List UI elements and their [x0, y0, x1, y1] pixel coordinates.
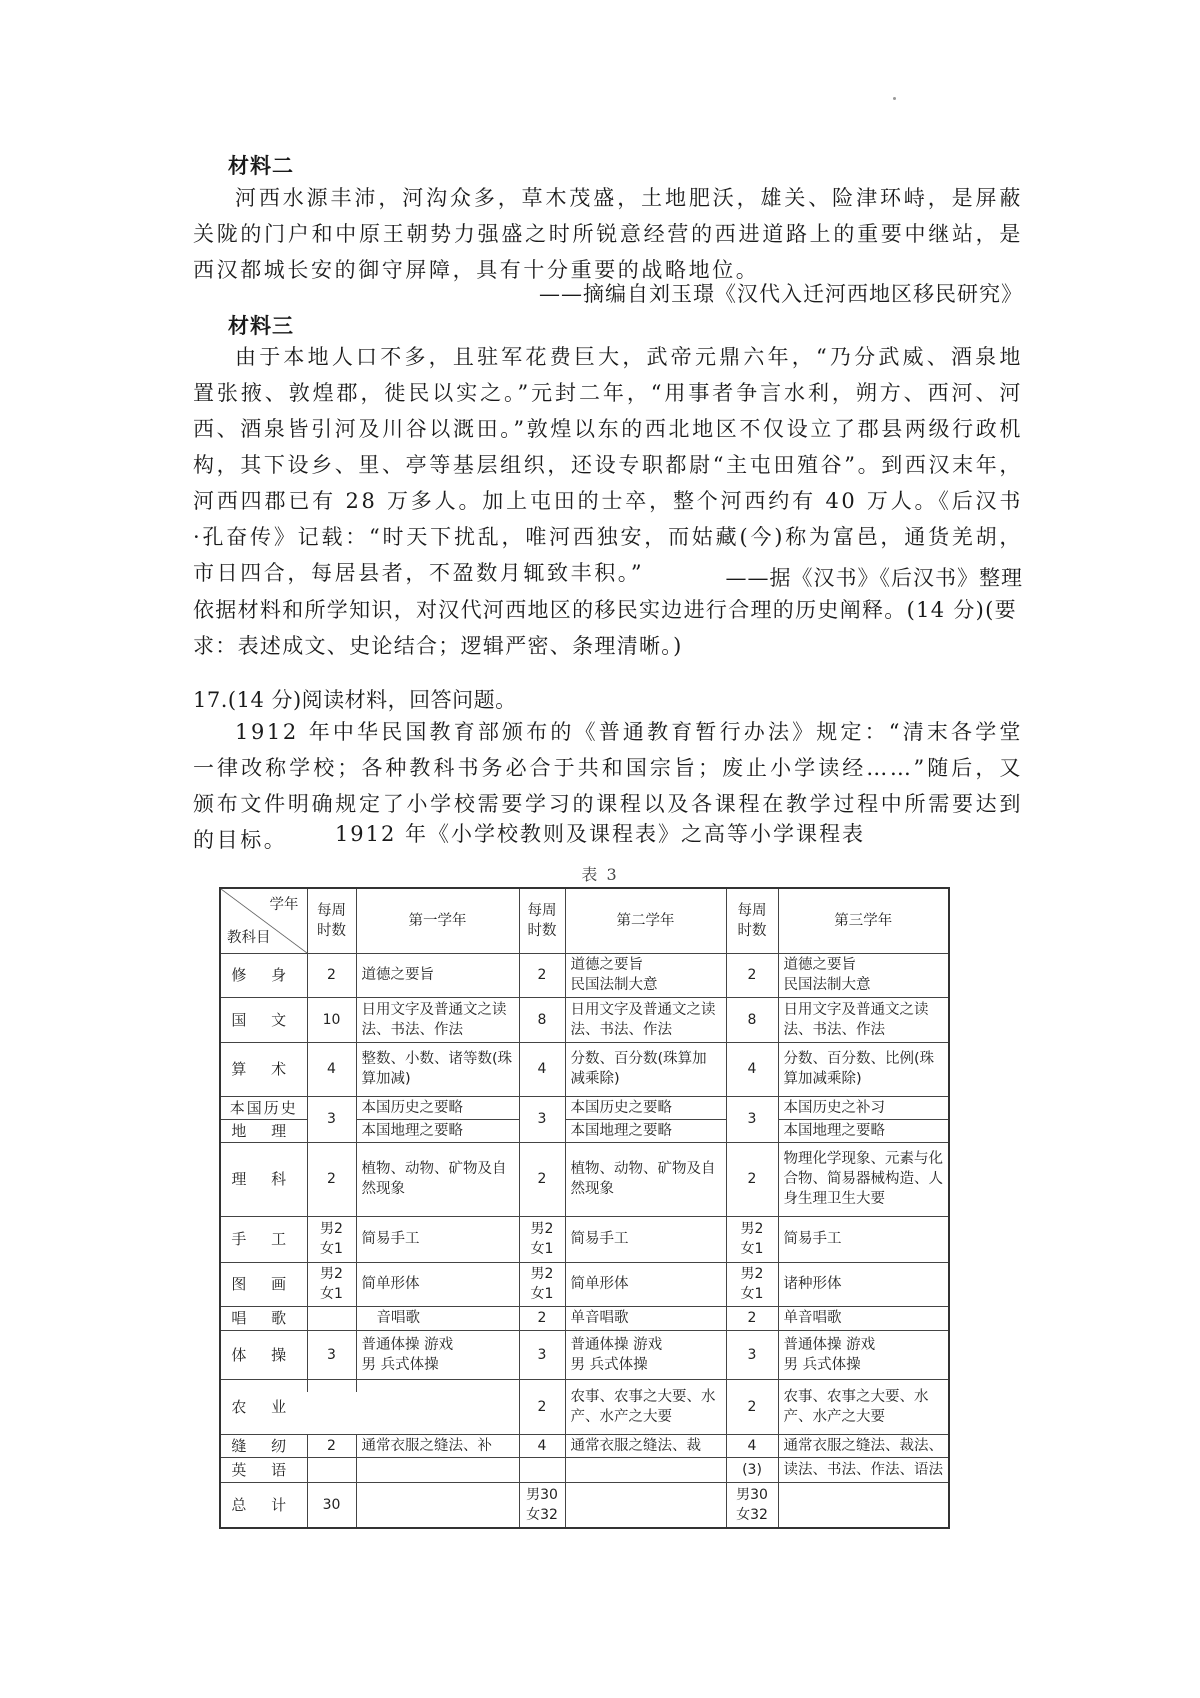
hours-cell: 2 — [519, 1306, 565, 1330]
hours-cell: 2 — [726, 1306, 778, 1330]
content-cell: 整数、小数、诸等数(珠算加减) — [356, 1042, 519, 1096]
course-table-container — [219, 887, 950, 1529]
content-cell: 农事、农事之大要、水产、水产之大要 — [778, 1379, 949, 1434]
content-cell: 物理化学现象、元素与化合物、简易器械构造、人身生理卫生大要 — [778, 1142, 949, 1216]
table-row — [220, 1142, 949, 1216]
content-cell: 道德之要旨 民国法制大意 — [565, 953, 726, 997]
content-cell: 农事、农事之大要、水产、水产之大要 — [565, 1379, 726, 1434]
hours-cell: 3 — [307, 1096, 356, 1142]
hours-cell: 2 — [519, 953, 565, 997]
content-cell — [565, 1482, 726, 1528]
header-year3: 第三学年 — [778, 888, 949, 953]
content-cell — [778, 1482, 949, 1528]
content-cell: 通常衣服之缝法、裁 — [565, 1434, 726, 1457]
question17-title: 17.(14 分)阅读材料，回答问题。 — [193, 688, 517, 712]
hours-cell: 2 — [726, 1142, 778, 1216]
table-header-row — [220, 888, 949, 953]
header-subject-label: 教科目 — [227, 929, 271, 946]
subject-cell: 算 术 — [220, 1042, 307, 1096]
hours-cell: 2 — [726, 1379, 778, 1434]
content-cell: 普通体操 游戏 男 兵式体操 — [356, 1330, 519, 1379]
content-cell: 普通体操 游戏 男 兵式体操 — [778, 1330, 949, 1379]
content-cell: 本国地理之要略 — [778, 1119, 949, 1142]
subject-cell: 体 操 — [220, 1330, 307, 1379]
subject-cell: 国 文 — [220, 997, 307, 1042]
subject-cell: 本国历史 — [220, 1096, 307, 1119]
content-cell — [356, 1482, 519, 1528]
material3-source: ——据《汉书》《后汉书》整理 — [725, 566, 1023, 590]
content-cell: 单音唱歌 — [778, 1306, 949, 1330]
content-cell: 日用文字及普通文之读法、书法、作法 — [778, 997, 949, 1042]
content-cell: 植物、动物、矿物及自然现象 — [565, 1142, 726, 1216]
content-cell: 简易手工 — [356, 1216, 519, 1262]
content-cell: 植物、动物、矿物及自然现象 — [356, 1142, 519, 1216]
content-cell — [356, 1457, 519, 1482]
content-cell: 读法、书法、作法、语法 — [778, 1457, 949, 1482]
table-row — [220, 997, 949, 1042]
hours-cell: 8 — [726, 997, 778, 1042]
content-cell: 道德之要旨 民国法制大意 — [778, 953, 949, 997]
question17-body: 1912 年中华民国教育部颁布的《普通教育暂行办法》规定：“清末各学堂一律改称学校；各种教科书务必合于共和国宗旨；废止小学读经……”随后，又颁布文件明确规定了小学校需要学习的课程以及各课程在教学过程中所需要达到的目标。 — [193, 720, 1023, 852]
table-row — [220, 1482, 949, 1528]
hours-cell: 3 — [519, 1096, 565, 1142]
material3-body: 由于本地人口不多，且驻军花费巨大，武帝元鼎六年，“乃分武威、酒泉地置张掖、敦煌郡，徙民以实之。”元封二年，“用事者争言水利，朔方、西河、河西、酒泉皆引河及川谷以溉田。”敦煌以东的西北地区不仅设立了郡县两级行政机构，其下设乡、里、亭等基层组织，还设专职都尉“主屯田殖谷”。到西汉末年，河西四郡已有 28 万多人。加上屯田的士卒，整个河西约有 40 万人。《后汉书·孔奋传》记载：“时天下扰乱，唯河西独安，而姑藏(今)称为富邑，通货羌胡，市日四合，每居县者，不盈数月辄致丰积。” — [193, 345, 1023, 585]
content-cell — [565, 1457, 726, 1482]
header-year-label: 学年 — [269, 897, 299, 913]
content-cell: 单音唱歌 — [565, 1306, 726, 1330]
subject-cell: 英 语 — [220, 1457, 307, 1482]
table-caption: 1912 年《小学校教则及课程表》之高等小学课程表 — [334, 822, 866, 846]
hours-cell — [519, 1457, 565, 1482]
content-cell: 通常衣服之缝法、补 — [356, 1434, 519, 1457]
question16-task: 依据材料和所学知识，对汉代河西地区的移民实边进行合理的历史阐释。(14 分)(要求：表述成文、史论结合；逻辑严密、条理清晰。) — [193, 598, 1017, 658]
table-row — [220, 1042, 949, 1096]
hours-cell: 30 — [307, 1482, 356, 1528]
hours-cell: 男2 女1 — [307, 1262, 356, 1306]
hours-cell: 3 — [726, 1096, 778, 1142]
hours-cell — [307, 1457, 356, 1482]
table-row — [220, 1216, 949, 1262]
header-year2: 第二学年 — [565, 888, 726, 953]
hours-cell: 2 — [726, 953, 778, 997]
material3-heading: 材料三 — [228, 313, 294, 338]
table-row — [220, 1434, 949, 1457]
content-cell: 简易手工 — [778, 1216, 949, 1262]
hours-cell: 3 — [307, 1330, 356, 1379]
table-row — [220, 1306, 949, 1330]
hours-cell: 3 — [519, 1330, 565, 1379]
subject-cell: 地 理 — [220, 1119, 307, 1142]
subject-cell: 总 计 — [220, 1482, 307, 1528]
content-cell: 本国地理之要略 — [356, 1119, 519, 1142]
hours-cell: 10 — [307, 997, 356, 1042]
hours-cell: 4 — [726, 1042, 778, 1096]
hours-cell: 2 — [307, 1434, 356, 1457]
table-row — [220, 1457, 949, 1482]
hours-cell: 男30 女32 — [726, 1482, 778, 1528]
table-row — [220, 1330, 949, 1379]
hours-cell: 2 — [307, 953, 356, 997]
content-cell: 本国历史之要略 — [565, 1096, 726, 1119]
content-cell: 道德之要旨 — [356, 953, 519, 997]
content-cell: 诸种形体 — [778, 1262, 949, 1306]
hours-cell: 男2 女1 — [519, 1216, 565, 1262]
hours-cell: 4 — [307, 1042, 356, 1096]
material2-source: ——摘编自刘玉璟《汉代入迁河西地区移民研究》 — [539, 282, 1023, 306]
header-hours-2: 每周时数 — [519, 888, 565, 953]
hours-cell: 4 — [519, 1042, 565, 1096]
hours-cell: 3 — [726, 1330, 778, 1379]
hours-cell: 男2 女1 — [307, 1216, 356, 1262]
content-cell: 日用文字及普通文之读法、书法、作法 — [565, 997, 726, 1042]
table-row — [220, 953, 949, 997]
content-cell: 分数、百分数、比例(珠算加减乘除) — [778, 1042, 949, 1096]
header-hours-3: 每周时数 — [726, 888, 778, 953]
scan-speck — [893, 97, 896, 100]
content-cell: 普通体操 游戏 男 兵式体操 — [565, 1330, 726, 1379]
hours-cell — [307, 1306, 356, 1330]
hours-cell: 男2 女1 — [519, 1262, 565, 1306]
subject-cell: 唱 歌 — [220, 1306, 307, 1330]
table-row — [220, 1262, 949, 1306]
content-cell: 通常衣服之缝法、裁法、 — [778, 1434, 949, 1457]
hours-cell: 男2 女1 — [726, 1262, 778, 1306]
subject-cell: 理 科 — [220, 1142, 307, 1216]
content-cell: 简易手工 — [565, 1216, 726, 1262]
content-cell — [356, 1379, 519, 1434]
subject-cell: 图 画 — [220, 1262, 307, 1306]
hours-cell: 2 — [519, 1379, 565, 1434]
diagonal-header-cell — [220, 888, 307, 953]
scan-smudge — [307, 1392, 359, 1434]
content-cell: 本国历史之要略 — [356, 1096, 519, 1119]
hours-cell: 4 — [726, 1434, 778, 1457]
content-cell: 本国历史之补习 — [778, 1096, 949, 1119]
hours-cell: (3) — [726, 1457, 778, 1482]
subject-cell: 缝 纫 — [220, 1434, 307, 1457]
subject-cell: 手 工 — [220, 1216, 307, 1262]
subject-cell: 农 业 — [220, 1379, 307, 1434]
material2-heading: 材料二 — [228, 153, 294, 178]
hours-cell: 2 — [307, 1142, 356, 1216]
hours-cell: 4 — [519, 1434, 565, 1457]
hours-cell: 男2 女1 — [726, 1216, 778, 1262]
header-year1: 第一学年 — [356, 888, 519, 953]
content-cell: 音唱歌 — [356, 1306, 519, 1330]
content-cell: 日用文字及普通文之读法、书法、作法 — [356, 997, 519, 1042]
header-hours-1: 每周时数 — [307, 888, 356, 953]
content-cell: 本国地理之要略 — [565, 1119, 726, 1142]
content-cell: 简单形体 — [565, 1262, 726, 1306]
table-label: 表 3 — [581, 865, 619, 884]
content-cell: 分数、百分数(珠算加减乘除) — [565, 1042, 726, 1096]
hours-cell: 8 — [519, 997, 565, 1042]
table-row — [220, 1096, 949, 1119]
subject-cell: 修 身 — [220, 953, 307, 997]
material2-body: 河西水源丰沛，河沟众多，草木茂盛，土地肥沃，雄关、险津环峙，是屏蔽关陇的门户和中原王朝势力强盛之时所锐意经营的西进道路上的重要中继站，是西汉都城长安的御守屏障，具有十分重要的战略地位。 — [193, 186, 1023, 282]
hours-cell: 2 — [519, 1142, 565, 1216]
hours-cell: 男30 女32 — [519, 1482, 565, 1528]
content-cell: 简单形体 — [356, 1262, 519, 1306]
